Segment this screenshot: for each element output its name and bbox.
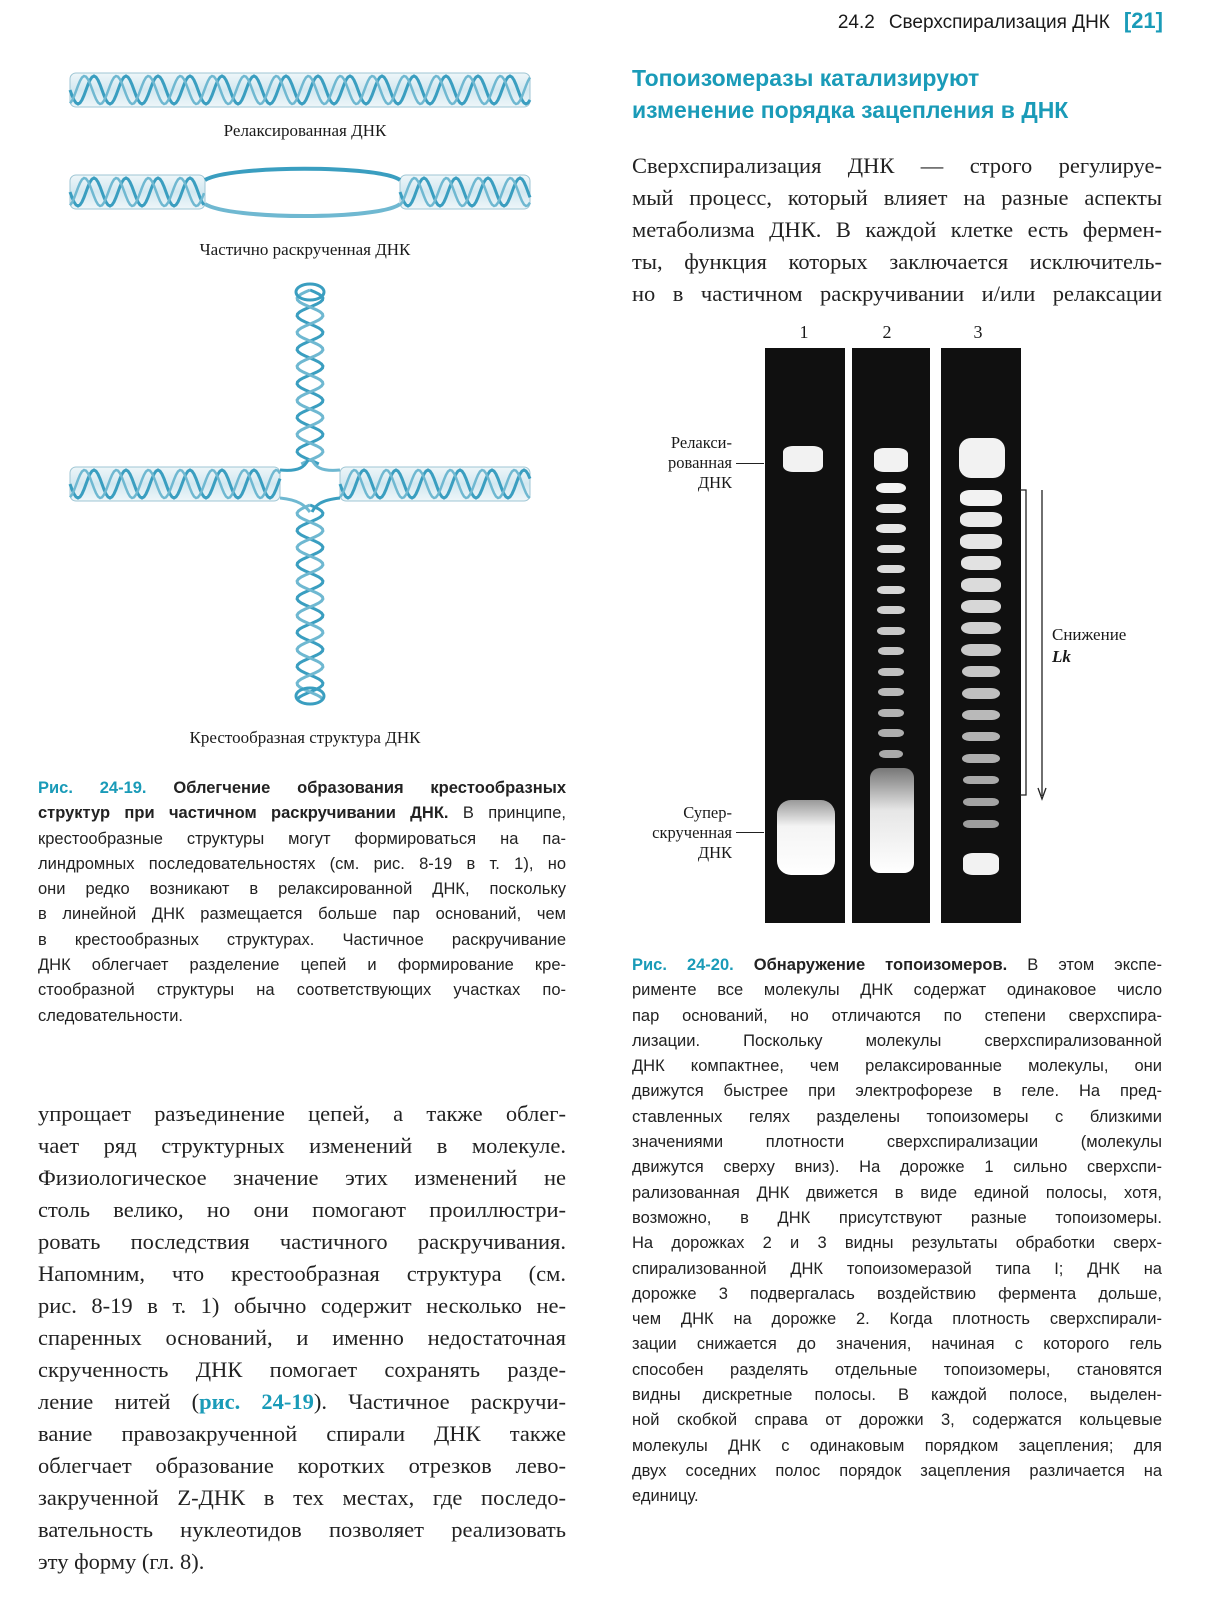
text-line: Физиологическое значение этих изменений не <box>38 1165 566 1190</box>
page-number: [21] <box>1123 8 1163 33</box>
gel-band-topoisomer <box>877 627 904 635</box>
gel-band-topoisomer <box>876 524 905 533</box>
label-cruciform-dna: Крестообразная структура ДНК <box>189 728 421 747</box>
caption-line: рименте все молекулы ДНК содержат одинаковое число <box>632 981 1162 1000</box>
label-decrease-text: Снижение <box>1052 625 1127 644</box>
gel-band-topoisomer <box>960 534 1001 549</box>
dna-loop <box>296 284 324 300</box>
text-fragment: ление нитей ( <box>38 1389 200 1414</box>
gel-lane-3 <box>941 348 1021 923</box>
body-paragraph-left <box>38 1098 566 1578</box>
caption-line <box>632 953 1162 978</box>
text-line: чает ряд структурных изменений в молекуле. <box>38 1133 566 1158</box>
gel-band-topoisomer <box>962 666 1001 677</box>
dna-strand <box>205 204 400 216</box>
gel-band-topoisomer <box>961 600 1001 613</box>
label-lk-symbol: Lk <box>1052 647 1071 666</box>
caption-line: чем ДНК на дорожке 2. Когда плотность сверхспирали- <box>632 1310 1162 1329</box>
leader-line-relaxed <box>736 463 764 464</box>
gel-lane-1 <box>765 348 845 923</box>
text-line: закрученной Z-ДНК в тех местах, где последо- <box>38 1485 566 1510</box>
gel-band-topoisomer <box>960 512 1002 527</box>
caption-line: линдромных последовательностях (см. рис. 8-19 в т. 1), но <box>38 854 566 873</box>
figure-24-20-caption <box>632 953 1162 1510</box>
caption-line: в линейной ДНК размещается больше пар оснований, чем <box>38 905 566 924</box>
gel-band-topoisomer <box>877 586 905 594</box>
gel-band-topoisomer <box>963 798 999 806</box>
text-line: спаренных оснований, и именно недостаточная <box>38 1325 566 1350</box>
gel-band-topoisomer <box>877 606 905 614</box>
label-line: ДНК <box>697 843 732 862</box>
gel-band-relaxed <box>959 438 1005 478</box>
caption-line: единицу. <box>632 1487 699 1506</box>
gel-band-topoisomer <box>878 647 905 655</box>
caption-line: движутся сверху вниз). На дорожке 1 сильно сверхспи- <box>632 1158 1162 1177</box>
caption-title: структур при частичном раскручивании ДНК. <box>38 804 449 823</box>
text-line: облегчает образование коротких отрезков лево- <box>38 1453 566 1478</box>
cruciform-dna <box>70 284 530 704</box>
caption-line <box>38 801 566 826</box>
caption-line: спирализованной ДНК топоизомеразой типа I; ДНК на <box>632 1259 1162 1278</box>
caption-text: В принципе, <box>448 804 566 823</box>
gel-band-topoisomer <box>961 622 1001 634</box>
text-line: вание правозакрученной спирали ДНК также <box>38 1421 566 1446</box>
label-lk-decrease <box>1052 624 1126 668</box>
caption-line: зации снижается до значения, начиная с которого гель <box>632 1335 1162 1354</box>
body-paragraph-right <box>632 150 1162 310</box>
text-line: рис. 8-19 в т. 1) обычно содержит несколько не- <box>38 1293 566 1318</box>
caption-line: ной скобкой справа от дорожки 3, содержатся кольцевые <box>632 1411 1162 1430</box>
text-line: Сверхспирализация ДНК — строго регулируе- <box>632 153 1162 178</box>
gel-band-topoisomer <box>877 545 906 553</box>
gel-band-topoisomer <box>960 490 1002 506</box>
gel-band-topoisomer <box>962 688 1000 699</box>
gel-band-topoisomer <box>878 688 904 696</box>
gel-band-topoisomer <box>962 710 1000 720</box>
caption-line: движутся быстрее при электрофорезе в геле. На пред- <box>632 1082 1162 1101</box>
gel-band-topoisomer <box>962 754 999 763</box>
gel-band-topoisomer <box>963 820 999 828</box>
gel-band-topoisomer <box>876 483 906 493</box>
label-line: Релакси- <box>670 433 732 452</box>
dna-strand <box>205 169 400 180</box>
caption-line: стообразной структуры на соответствующих участках по- <box>38 981 566 1000</box>
figure-reference-link[interactable]: рис. 24-19 <box>199 1389 314 1414</box>
caption-line: дорожке 3 подвергалась воздействию фермента дольше, <box>632 1284 1162 1303</box>
gel-band-supercoiled <box>777 800 835 875</box>
text-line: метаболизма ДНК. В каждой клетке есть фермен- <box>632 217 1162 242</box>
caption-line: ДНК облегчает разделение цепей и формирование кре- <box>38 956 566 975</box>
figure-number: Рис. 24-19. <box>38 779 147 797</box>
caption-line: способен разделять отдельные топоизомеры, становятся <box>632 1360 1162 1379</box>
text-line: ты, функция которых заключается исключитель- <box>632 249 1162 274</box>
gel-band-topoisomer <box>961 644 1000 656</box>
partially-unwound-dna <box>70 169 530 216</box>
caption-title: Облегчение образования крестообразных <box>173 779 566 797</box>
label-relaxed-dna: Релаксированная ДНК <box>223 121 387 140</box>
text-line: эту форму (гл. 8). <box>38 1549 205 1574</box>
gel-band-topoisomer <box>877 565 905 573</box>
text-line: но в частичном раскручивании и/или релаксации <box>632 281 1162 306</box>
caption-text: В этом экспе- <box>1007 956 1162 974</box>
gel-band-topoisomer <box>876 504 906 513</box>
caption-title: Обнаружение топоизомеров. <box>753 956 1008 974</box>
section-number: 24.2 <box>837 12 875 33</box>
figure-24-19-caption <box>38 776 566 1029</box>
caption-line: они редко возникают в релаксированной ДНК, поскольку <box>38 880 566 899</box>
caption-line: молекулы ДНК с одинаковым порядком зацепления; для <box>632 1436 1162 1455</box>
label-partially-unwound-dna: Частично раскрученная ДНК <box>199 240 411 259</box>
caption-line: На дорожках 2 и 3 видны результаты обработки сверх- <box>632 1234 1162 1253</box>
relaxed-dna-helix <box>70 73 530 107</box>
text-line: мый процесс, который влияет на разные аспекты <box>632 185 1162 210</box>
caption-line: возможно, в ДНК присутствуют разные топоизомеры. <box>632 1208 1162 1227</box>
section-title: Сверхспирализация ДНК <box>888 12 1110 33</box>
lane-number-1: 1 <box>799 322 809 342</box>
text-line <box>38 1386 566 1418</box>
caption-line: двух соседних полос порядок зацепления различается на <box>632 1461 1162 1480</box>
section-heading <box>632 62 1192 126</box>
caption-line: видны дискретные полосы. В каждой полосе, выделен- <box>632 1386 1162 1405</box>
text-line: скрученность ДНК помогает сохранять разде- <box>38 1357 566 1382</box>
caption-line: ДНК компактнее, чем релаксированные молекулы, они <box>632 1057 1162 1076</box>
gel-band-topoisomer <box>961 556 1002 570</box>
caption-line: рализованная ДНК движется в виде единой полосы, хотя, <box>632 1183 1162 1202</box>
caption-line: крестообразные структуры могут формироваться на па- <box>38 829 566 848</box>
label-line: рованная <box>668 453 732 472</box>
text-fragment: ). Частичное раскручи- <box>313 1389 566 1414</box>
text-line: столь велико, но они помогают проиллюстри- <box>38 1197 566 1222</box>
gel-band-topoisomer <box>879 750 904 758</box>
label-supercoiled-band <box>610 803 732 863</box>
dna-strand <box>312 498 340 512</box>
lane-number-3: 3 <box>973 322 983 342</box>
gel-band-supercoiled <box>963 853 999 875</box>
gel-band-supercoiled <box>870 768 914 873</box>
label-line: ДНК <box>697 473 732 492</box>
dna-strand <box>280 498 310 512</box>
text-line: Напомним, что крестообразная структура (см. <box>38 1261 566 1286</box>
caption-line: пар оснований, но отличаются по степени сверхспира- <box>632 1006 1162 1025</box>
text-line: ровать последствия частичного раскручивания. <box>38 1229 566 1254</box>
label-line: скрученная <box>652 823 732 842</box>
gel-band-relaxed <box>874 448 908 472</box>
gel-lane-2 <box>852 348 930 923</box>
heading-line: Топоизомеразы катализируют <box>632 65 980 91</box>
heading-line: изменение порядка зацепления в ДНК <box>632 97 1069 123</box>
caption-line: ставленных гелях разделены топоизомеры с близкими <box>632 1107 1162 1126</box>
caption-line: в крестообразных структурах. Частичное раскручивание <box>38 930 566 949</box>
figure-24-19-illustration <box>60 60 550 720</box>
gel-band-topoisomer <box>961 578 1001 592</box>
running-header <box>838 8 1163 34</box>
leader-line-supercoiled <box>736 832 764 833</box>
gel-band-topoisomer <box>878 709 904 717</box>
gel-band-topoisomer <box>878 729 903 737</box>
gel-band-relaxed <box>783 446 823 472</box>
lane-number-2: 2 <box>882 322 892 342</box>
caption-line: следовательности. <box>38 1006 184 1025</box>
text-line: упрощает разъединение цепей, а также облег- <box>38 1101 566 1126</box>
caption-line <box>38 776 566 801</box>
caption-line: лизации. Поскольку молекулы сверхспирализованной <box>632 1031 1162 1050</box>
caption-line: значениями плотности сверхспирализации (молекулы <box>632 1133 1162 1152</box>
gel-band-topoisomer <box>963 776 1000 784</box>
label-relaxed-band <box>620 433 732 493</box>
label-line: Супер- <box>683 803 732 822</box>
gel-band-topoisomer <box>962 732 1000 741</box>
figure-number: Рис. 24-20. <box>632 956 734 974</box>
gel-band-topoisomer <box>878 668 904 676</box>
text-line: вательность нуклеотидов позволяет реализовать <box>38 1517 566 1542</box>
